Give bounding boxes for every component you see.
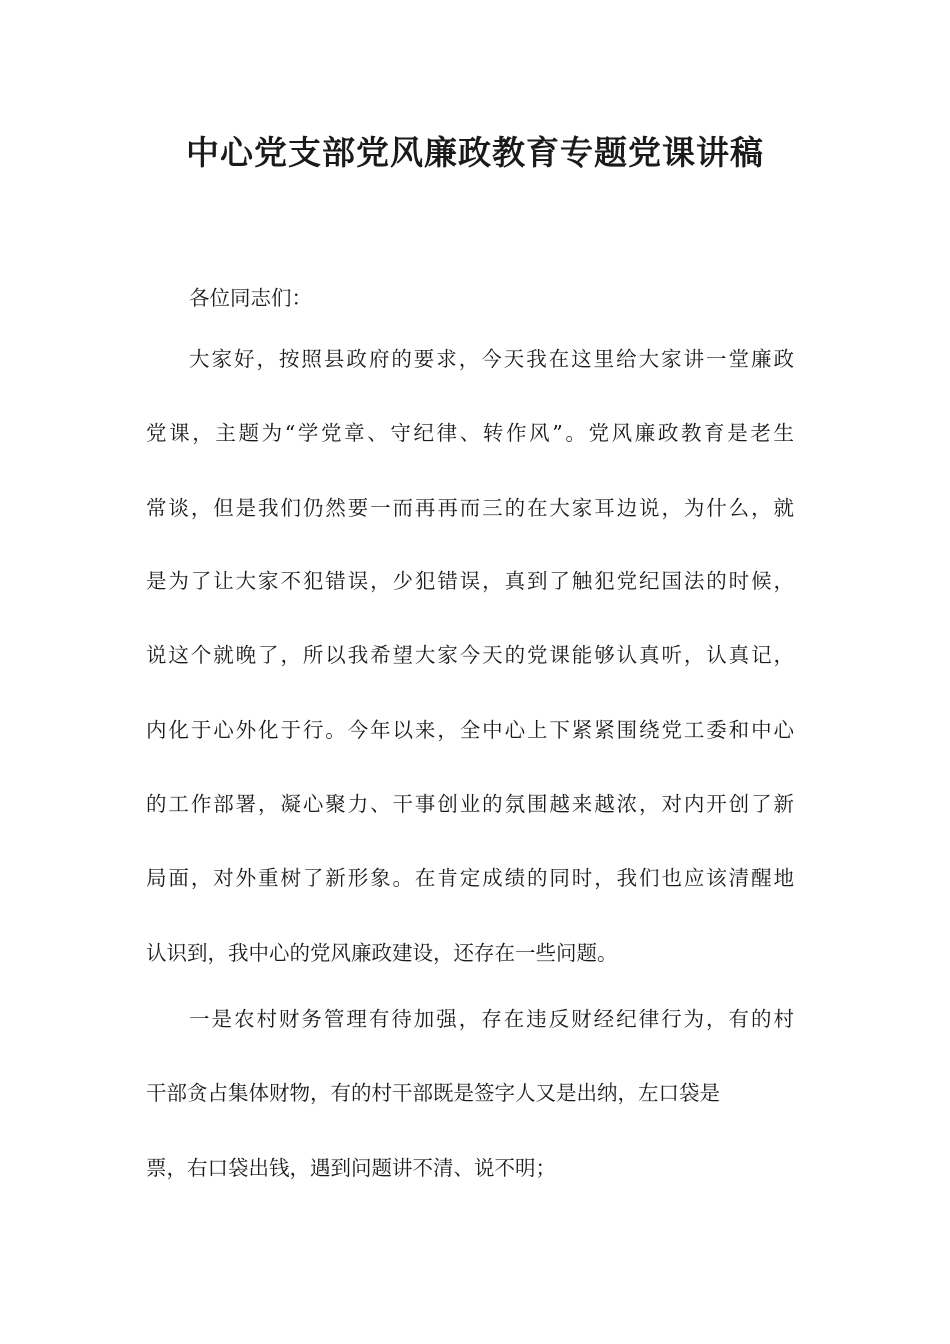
paragraph-2-line-3: 票，右口袋出钱，遇到问题讲不清、说不明； <box>146 1156 556 1180</box>
paragraph-2-line-2: 干部贪占集体财物，有的村干部既是签字人又是出纳，左口袋是 <box>146 1081 720 1105</box>
paragraph-1-line-3: 常谈，但是我们仍然要一而再再而三的在大家耳边说，为什么，就 <box>146 496 794 520</box>
paragraph-1-line-1: 大家好，按照县政府的要求，今天我在这里给大家讲一堂廉政 <box>189 347 794 371</box>
paragraph-1-line-5: 说这个就晚了，所以我希望大家今天的党课能够认真听，认真记， <box>146 643 794 667</box>
paragraph-1-line-2: 党课，主题为“学党章、守纪律、转作风”。党风廉政教育是老生 <box>146 421 794 445</box>
paragraph-1-line-4: 是为了让大家不犯错误，少犯错误，真到了触犯党纪国法的时候， <box>146 569 794 593</box>
paragraph-1-line-9: 认识到，我中心的党风廉政建设，还存在一些问题。 <box>146 941 618 965</box>
paragraph-1-line-6: 内化于心外化于行。今年以来，全中心上下紧紧围绕党工委和中心 <box>146 718 794 742</box>
document-title: 中心党支部党风廉政教育专题党课讲稿 <box>186 133 764 172</box>
salutation: 各位同志们： <box>189 286 312 310</box>
paragraph-1-line-8: 局面，对外重树了新形象。在肯定成绩的同时，我们也应该清醒地 <box>146 866 794 890</box>
paragraph-2-line-1: 一是农村财务管理有待加强，存在违反财经纪律行为，有的村 <box>189 1007 794 1031</box>
paragraph-1-line-7: 的工作部署，凝心聚力、干事创业的氛围越来越浓，对内开创了新 <box>146 792 794 816</box>
